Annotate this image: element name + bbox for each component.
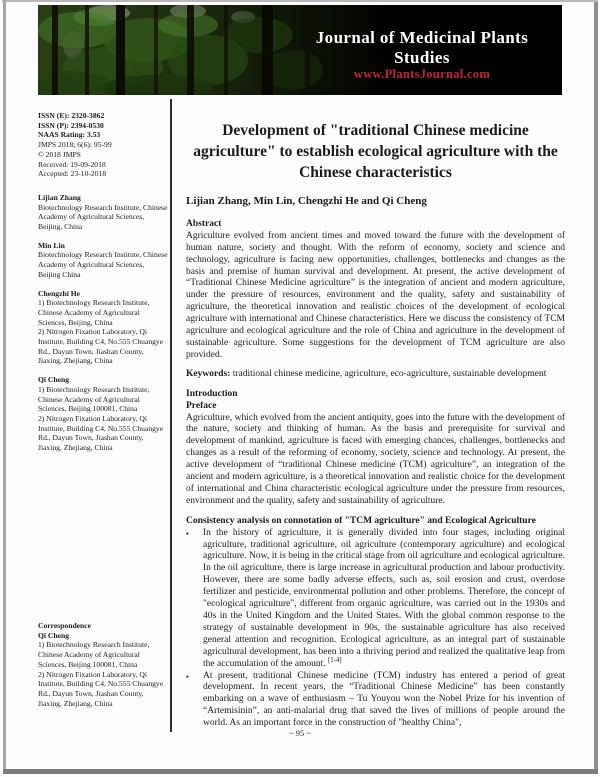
page-border-right xyxy=(594,2,598,774)
author-affiliation: 1) Biotechnology Research Institute, Chinese Academy of Agricultural Sciences, Beijing, China xyxy=(38,298,150,327)
correspondence-author-name: Qi Cheng xyxy=(38,630,70,640)
author-affiliation: 2) Nitrogen Fixation Laboratory, Qi Institute, Building C4, No.555 Chuangye Rd., Dayun Town, Jiashan County, Jiaxing, Zhejiang, China xyxy=(38,413,164,453)
author-affiliation-block xyxy=(38,193,168,232)
paper-title: Development of "traditional Chinese medicine agriculture" to establish ecological agriculture with the Chinese characteristics xyxy=(193,122,558,181)
journal-title: Journal of Medicinal Plants Studies xyxy=(315,28,529,67)
author-affiliation: 2) Nitrogen Fixation Laboratory, Qi Institute, Building C4, No.555 Chuangye Rd., Dayun Town, Jiashan County, Jiaxing, Zhejiang, China xyxy=(38,327,164,366)
correspondence-affiliation: 1) Biotechnology Research Institute, Chinese Academy of Agricultural Sciences, Beijing 100081, China xyxy=(38,640,150,669)
author-affiliation-block xyxy=(38,375,168,453)
naas-rating-line: NAAS Rating: 3.53 xyxy=(38,130,101,140)
journal-website-url: www.PlantsJournal.com xyxy=(353,67,491,81)
column-divider-line xyxy=(170,99,172,732)
author-affiliation: Biotechnology Research Institute, Chinese Academy of Agricultural Sciences, Beijing China xyxy=(38,250,168,279)
bullet-square-icon: ▪ xyxy=(186,671,189,681)
introduction-heading: Introduction xyxy=(186,388,238,399)
preface-text: Agriculture, which evolved from the ancient antiquity, goes into the future with the development of the nature, society and thinking of human. As the basis and prerequisite for survival and development of mankind, agriculture is faced with emerging chances, challenges, bottlenecks and changes as a result of the reforming of economy, society, science and technology. At present, the active development of “traditional Chinese medicine (TCM) agriculture”, an integration of the ancient and modern agriculture, is a theoretical innovation and realistic choice for the development of international and China characteristic ecological agriculture under the pressure from resources, environment and the quality, safety and sustainability of agriculture. xyxy=(186,412,565,506)
bullet-text xyxy=(203,528,565,671)
keywords-label: Keywords: xyxy=(186,368,231,379)
bullet-item xyxy=(186,671,565,731)
keywords-line xyxy=(186,369,565,381)
issn-e-line: ISSN (E): 2320-3862 xyxy=(38,111,105,120)
keywords-text: traditional chinese medicine, agriculture, eco-agriculture, sustainable development xyxy=(232,368,547,379)
article-main-column xyxy=(186,116,565,730)
page-number: ~ 95 ~ xyxy=(289,728,311,738)
paper-authors: Lijian Zhang, Min Lin, Chengzhi He and Qi Cheng xyxy=(186,195,427,207)
copyright-line: © 2018 JMPS xyxy=(38,149,81,159)
bullet-item xyxy=(186,528,565,671)
bullet-body-text: In the history of agriculture, it is generally divided into four stages, including original agriculture, traditional agriculture, oil agriculture (contemporary agriculture) and ecological agriculture. Now, it is being in the critical stage from oil agriculture and ecological agriculture. In the oil agriculture, there is large increase in agricultural production and labour productivity. However, there are some badly adverse effects, such as, soil erosion and crust, overdose fertilizer and pesticide, environmental pollution and other problems. Therefore, the concept of "ecological agriculture", different from organic agriculture, was carried out in the 1930s and 40s in the United Kingdom and the United States. With the global common response to the strategy of sustainable development in 90s, the sustainable agriculture has also received general attention and recognition. Ecological agriculture, as an integral part of sustainable agricultural development, has been into a thriving period and realized the qualitative leap from the accumulation of the amount. xyxy=(203,527,565,669)
page-border-left xyxy=(3,0,6,772)
author-affiliation-block xyxy=(38,241,168,280)
bullet-square-icon: ▪ xyxy=(186,528,189,538)
abstract-text: Agriculture evolved from ancient times and moved toward the future with the development of human nature, society and thought. With the reform of economy, society and science and technology, agriculture is facing new opportunities, challenges, bottlenecks and changes as the basis and premise of human survival and development. At present, the active development of “Traditional Chinese Medicine agriculture” is the integration of ancient and modern agriculture, under the pressure of resources, environment and the quality, safety and sustainability of agriculture, the theoretical innovation and realistic choices of the development of ecological agriculture with international and Chinese characteristics. Here we discuss the consistency of TCM agriculture and ecological agriculture and the role of China and agriculture in the development of sustainable agriculture. Some suggestions for the development of TCM agriculture are also provided. xyxy=(186,230,565,360)
bullet-text: At present, traditional Chinese medicine (TCM) industry has entered a period of great development. In recent years, the “Traditional Chinese Medicine” has been constantly embarking on a wave of enthusiasm – Tu Youyou won the Nobel Prize for his invention of “Artemisinin”, an anti-malarial drug that saved the lives of millions of people around the world. As an important force in the construction of "healthy China", xyxy=(203,670,565,729)
received-date-line: Received: 19-09-2018 xyxy=(38,159,106,169)
author-affiliation-block xyxy=(38,289,168,367)
author-affiliation: Biotechnology Research Institute, Chinese Academy of Agricultural Sciences, Beijing, China xyxy=(38,202,168,232)
author-name: Min Lin xyxy=(38,240,65,250)
abstract-heading: Abstract xyxy=(186,218,222,229)
preface-heading: Preface xyxy=(186,400,217,411)
consistency-section-heading: Consistency analysis on connotation of "TCM agriculture" and Ecological Agriculture xyxy=(186,515,536,526)
issn-meta-block xyxy=(38,111,168,179)
correspondence-block xyxy=(38,621,168,708)
accepted-date-line: Accepted: 23-10-2018 xyxy=(38,169,107,179)
journal-banner xyxy=(38,5,562,95)
citation-reference: [1-4] xyxy=(328,656,342,664)
correspondence-affiliation: 2) Nitrogen Fixation Laboratory, Qi Institute, Building C4, No.555 Chuangye Rd., Dayun Town, Jiashan County, Jiaxing, Zhejiang, China xyxy=(38,669,164,708)
page-border-top xyxy=(2,0,598,2)
issue-line: JMPS 2018; 6(6): 95-99 xyxy=(38,140,112,150)
correspondence-label: Correspondence xyxy=(38,621,92,630)
author-name: Qi Cheng xyxy=(38,375,70,385)
issn-p-line: ISSN (P): 2394-0530 xyxy=(38,120,104,130)
author-affiliation: 1) Biotechnology Research Institute, Chinese Academy of Agricultural Sciences, Beijing 100081, China xyxy=(38,384,150,414)
author-name: Chengzhi He xyxy=(38,288,80,298)
page-border-bottom xyxy=(3,769,598,774)
sidebar xyxy=(38,111,168,751)
author-name: Lijian Zhang xyxy=(38,192,81,202)
